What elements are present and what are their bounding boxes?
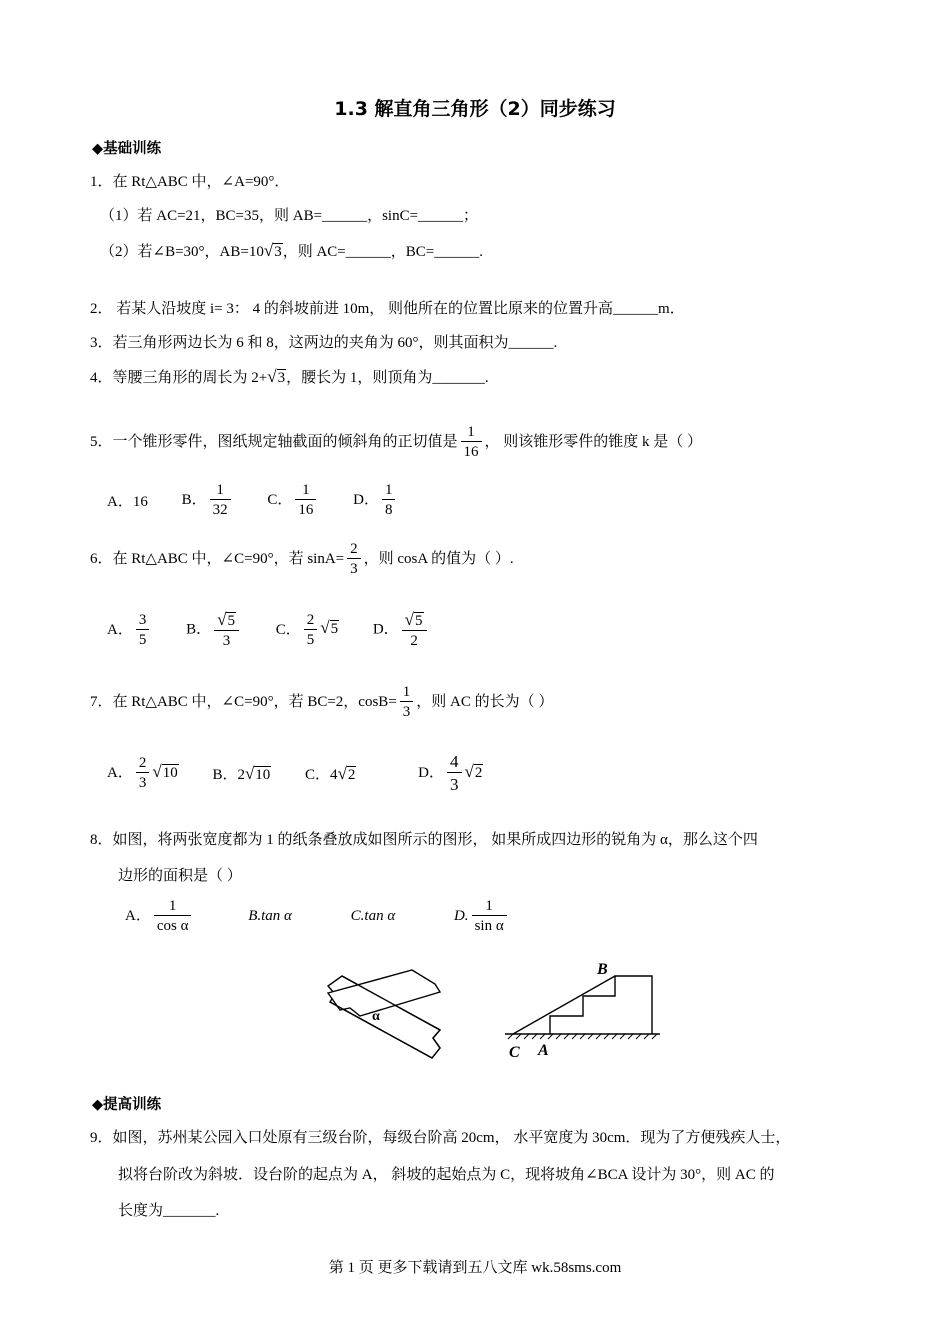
question-figures [320, 958, 660, 1068]
page-title: 1.3 解直角三角形（2）同步练习 [334, 98, 616, 120]
question-9-line-1: 9．如图，苏州某公园入口处原有三级台阶，每级台阶高 20cm， 水平宽度为 30cm．现为了方便残疾人士， [90, 1130, 791, 1146]
option-b: B.tan α [248, 908, 292, 924]
section-heading-advanced: ◆提高训练 [92, 1097, 162, 1113]
option-a: A．16 [107, 494, 148, 510]
section-heading-basic: ◆基础训练 [92, 141, 162, 157]
question-6: 6．在 Rt△ABC 中，∠C=90°，若 sinA= $\frac{2}{3}$ ，则 cosA 的值为（ ）. [90, 541, 514, 577]
fraction: $\frac{1}{16}$ [461, 424, 482, 461]
option-a: A． $\frac{1}{\text{cos α}}$ [125, 898, 194, 935]
option-a: A． $\frac{2}{3}$ √10 [107, 755, 178, 791]
question-6-options [107, 610, 460, 650]
alpha-label: α [372, 1009, 380, 1024]
question-7-options [107, 752, 513, 795]
option-a: A． $\frac{3}{5}$ [107, 612, 152, 649]
label-b: B [597, 961, 608, 978]
question-1-part-2: （2）若∠B=30°，AB=10√3，则 AC=______，BC=______. [100, 241, 483, 260]
stairs-figure [505, 961, 660, 1061]
sqrt-expression: √3 [263, 241, 282, 260]
ground-hatching [508, 1034, 660, 1039]
question-4: 4．等腰三角形的周长为 2+√3，腰长为 1，则顶角为_______. [90, 367, 489, 386]
question-9-line-3: 长度为_______. [118, 1203, 220, 1219]
option-d: D． $\frac{1}{8}$ [353, 482, 398, 519]
option-c: C． $\frac{1}{16}$ [267, 482, 319, 519]
option-b: B． $\frac{1}{32}$ [182, 482, 234, 519]
slope-line [513, 976, 615, 1034]
question-1-part-1: （1）若 AC=21，BC=35，则 AB=______，sinC=______； [100, 208, 479, 224]
option-b: B．2√10 [212, 764, 271, 783]
question-3: 3．若三角形两边长为 6 和 8，这两边的夹角为 60°，则其面积为______. [90, 335, 558, 351]
question-9-line-2: 拟将台阶改为斜坡．设台阶的起点为 A， 斜坡的起始点为 C，现将坡角∠BCA 设计为 30°，则 AC 的 [118, 1167, 775, 1183]
option-c: C.tan α [350, 908, 396, 924]
question-8-line-2: 边形的面积是（ ） [118, 868, 242, 884]
question-5-options [107, 482, 428, 519]
label-c: C [509, 1044, 520, 1061]
option-d: D． $\frac{4}{3}$ √2 [418, 752, 483, 794]
option-d: D． $\frac{√5}{2}$ [373, 610, 430, 650]
option-c: C．4√2 [305, 764, 356, 783]
option-d: D. $\frac{1}{\text{sin α}}$ [454, 898, 510, 935]
question-5: 5．一个锥形零件，图纸规定轴截面的倾斜角的正切值是 $\frac{1}{16}$ ， 则该锥形零件的锥度 k 是（ ） [90, 424, 703, 460]
option-c: C． $\frac{2}{5}$ √5 [275, 611, 339, 648]
option-b: B． $\frac{√5}{3}$ [186, 610, 242, 650]
question-7: 7．在 Rt△ABC 中，∠C=90°，若 BC=2，cosB= $\frac{1}{3}$ ，则 AC 的长为（ ） [90, 684, 554, 720]
question-8-options [125, 898, 540, 935]
page-footer: 第 1 页 更多下载请到五八文库 wk.58sms.com [328, 1260, 622, 1276]
fraction: $\frac{2}{3}$ [347, 541, 361, 578]
question-8-line-1: 8．如图，将两张宽度都为 1 的纸条叠放成如图所示的图形， 如果所成四边形的锐角为 α，那么这个四 [90, 832, 758, 848]
paper-strips-figure [328, 970, 440, 1058]
question-1-stem: 1．在 Rt△ABC 中，∠A=90°． [90, 174, 290, 190]
label-a: A [538, 1042, 549, 1059]
sqrt-expression: √3 [267, 367, 286, 386]
question-2: 2． 若某人沿坡度 i= 3： 4 的斜坡前进 10m， 则他所在的位置比原来的位置升高______m． [90, 301, 685, 317]
fraction: $\frac{1}{3}$ [400, 684, 414, 721]
